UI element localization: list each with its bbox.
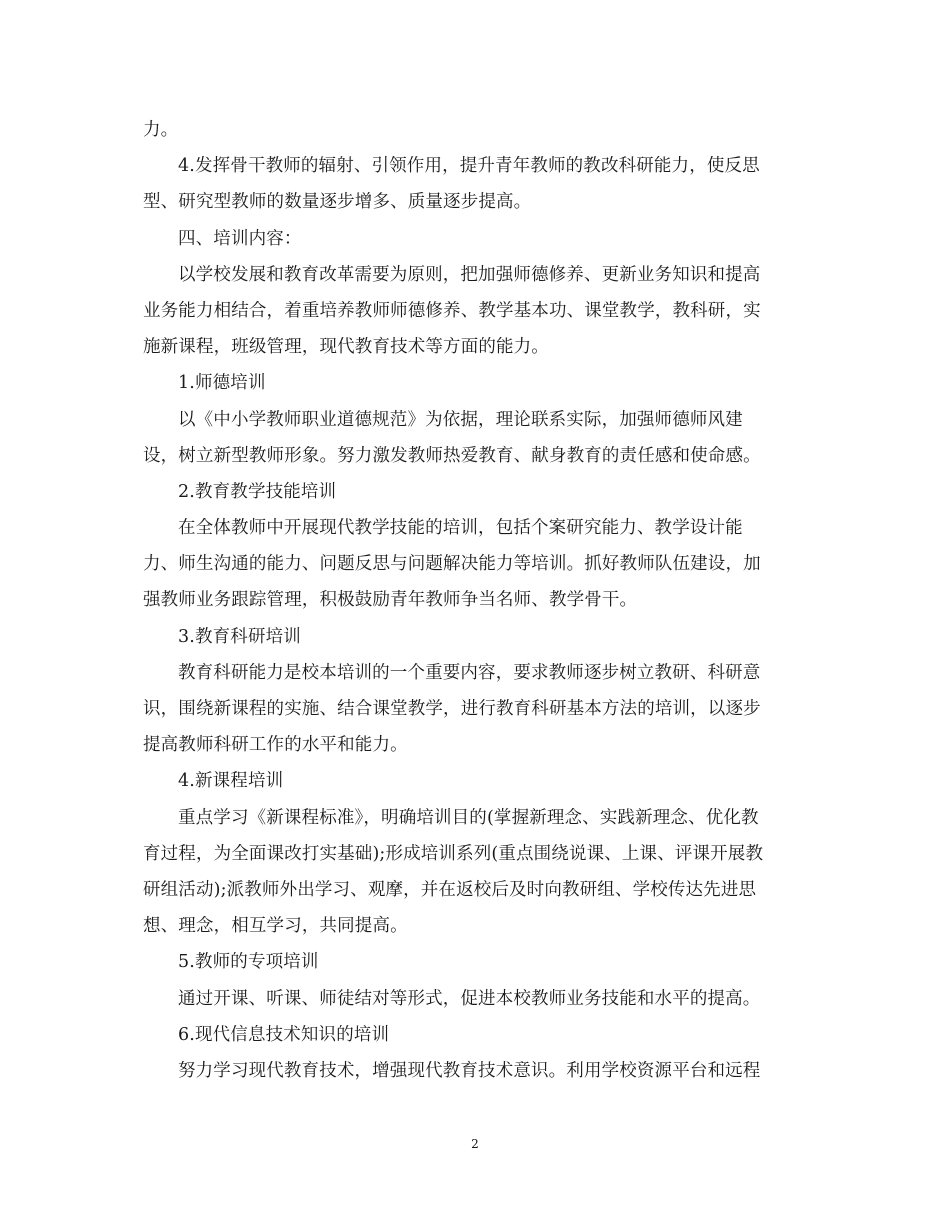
- text-line: 型、研究型教师的数量逐步增多、质量逐步提高。: [143, 192, 532, 213]
- text-line: 4.新课程培训: [178, 771, 284, 792]
- text-line: 业务能力相结合，着重培养教师师德修养、教学基本功、课堂教学，教科研，实: [143, 300, 761, 321]
- text-line: 力、师生沟通的能力、问题反思与问题解决能力等培训。抓好教师队伍建设，加: [143, 554, 761, 575]
- text-line: 施新课程，班级管理，现代教育技术等方面的能力。: [143, 337, 549, 358]
- text-line: 设，树立新型教师形象。努力激发教师热爱教育、献身教育的责任感和使命感。: [143, 445, 761, 466]
- text-line: 研组活动);派教师外出学习、观摩，并在返校后及时向教研组、学校传达先进思: [143, 879, 757, 900]
- page-number: 2: [471, 1137, 479, 1151]
- text-line: 想、理念，相互学习，共同提高。: [143, 916, 408, 937]
- text-line: 以学校发展和教育改革需要为原则，把加强师德修养、更新业务知识和提高: [178, 264, 761, 285]
- text-line: 6.现代信息技术知识的培训: [178, 1024, 390, 1045]
- text-line: 重点学习《新课程标准》，明确培训目的(掌握新理念、实践新理念、优化教: [178, 807, 759, 828]
- text-line: 4.发挥骨干教师的辐射、引领作用，提升青年教师的教改科研能力，使反思: [178, 156, 760, 177]
- text-line: 通过开课、听课、师徒结对等形式，促进本校教师业务技能和水平的提高。: [178, 988, 761, 1009]
- body-text: [143, 112, 808, 1089]
- text-line: 2.教育教学技能培训: [178, 481, 337, 502]
- text-line: 提高教师科研工作的水平和能力。: [143, 735, 408, 756]
- text-line: 5.教师的专项培训: [178, 952, 319, 973]
- text-line: 育过程，为全面课改打实基础);形成培训系列(重点围绕说课、上课、评课开展教: [143, 843, 764, 864]
- text-line: 识，围绕新课程的实施、结合课堂教学，进行教育科研基本方法的培训，以逐步: [143, 699, 761, 719]
- text-line: 努力学习现代教育技术，增强现代教育技术意识。利用学校资源平台和远程: [178, 1060, 761, 1081]
- text-line: 四、培训内容：: [178, 228, 302, 249]
- text-line: 教育科研能力是校本培训的一个重要内容，要求教师逐步树立教研、科研意: [178, 662, 761, 683]
- text-line: 在全体教师中开展现代教学技能的培训，包括个案研究能力、教学设计能: [178, 518, 743, 539]
- text-line: 强教师业务跟踪管理，积极鼓励青年教师争当名师、教学骨干。: [143, 590, 638, 611]
- text-line: 以《中小学教师职业道德规范》为依据，理论联系实际，加强师德师风建: [178, 409, 743, 430]
- text-line: 力。: [143, 120, 179, 140]
- text-line: 3.教育科研培训: [178, 626, 301, 647]
- text-line: 1.师德培训: [178, 373, 266, 394]
